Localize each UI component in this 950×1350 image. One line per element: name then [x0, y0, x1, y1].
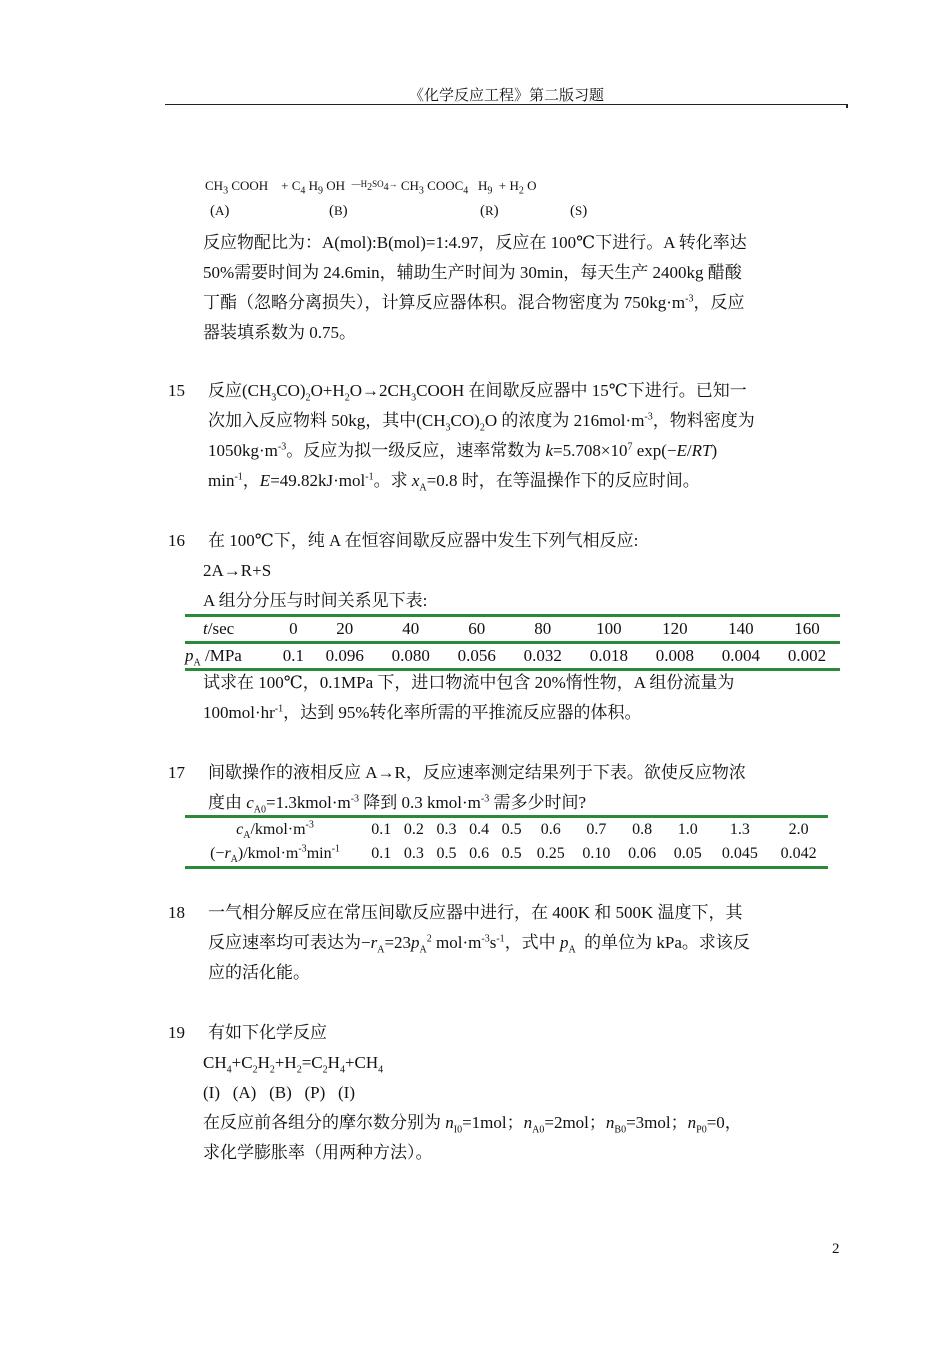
p16-number: 16: [168, 531, 185, 550]
p18-text: 一气相分解反应在常压间歇反应器中进行，在 400K 和 500K 温度下，其 反应速率均可表达为$-r_A=23p_A^2$ $mol\cdot m^{-3}s^{-1}$，式中 $p_A$ 的单位为 kPa。求该反 应的活化能。: [208, 903, 750, 982]
table-cell: 0.032: [510, 643, 576, 670]
p16-reaction: 2A→R+S: [203, 561, 272, 580]
table-cell: 0.5: [501, 845, 522, 862]
table-cell: 1.0: [677, 821, 698, 838]
table-cell: 0.25: [536, 845, 565, 862]
p14-text: 反应物配比为：A(mol):B(mol)=1:4.97，反应在 100℃下进行。A 转化率达 50%需要时间为 24.6min，辅助生产时间为 30min，每天生产 2400kg 醋酸 丁酯（忽略分离损失），计算反应器体积。混合物密度为 $750kg\cdot m^{-3}$，反应 器装填系数为 0.75。: [203, 233, 747, 342]
table-cell: 80: [534, 619, 552, 638]
table-cell: 0.002: [774, 643, 840, 670]
p17-number: 17: [168, 763, 185, 782]
table-cell: 0: [289, 619, 298, 638]
table-row: [185, 643, 840, 670]
p19-reaction: $CH_4+C_2H_2+H_2=C_2H_4+CH_4$: [203, 1053, 384, 1076]
table-row: [185, 842, 828, 868]
table-cell: 0.018: [576, 643, 642, 670]
p15-number: 15: [168, 381, 185, 400]
page-header: 《化学反应工程》第二版习题: [408, 88, 604, 104]
p16-line1: 在 100℃下，纯 A 在恒容间歇反应器中发生下列气相反应:: [208, 531, 639, 550]
table-cell: 0.10: [582, 845, 611, 862]
table-cell: 60: [468, 619, 486, 638]
table-cell: 0.045: [721, 845, 758, 862]
table-cell: 0.4: [469, 821, 490, 838]
table-cell: 0.6: [540, 821, 561, 838]
table-cell: 0.3: [403, 845, 424, 862]
table-cell: 0.5: [501, 821, 522, 838]
p16-table: [185, 614, 840, 671]
table-cell: 0.056: [444, 643, 510, 670]
p19-labels: (I) (A) (B) (P) (I): [203, 1083, 356, 1102]
p15-text: 反应$(CH_3CO)_2O+H_2O\to 2CH_3COOH$ 在间歇反应器中 15℃下进行。已知一 次加入反应物料 50kg，其中$(CH_3CO)_2O$ 的浓度为 $216mol\cdot m^{-3}$，物料密度为 $1050kg\cdot m^{-3}$。反应为拟一级反应，速率常数为 $k=5.708\times 10^7$ exp(−E/RT) $\min^{-1}$，E=49.82kJ·mol$^{-1}$。求 $x_A=0.8$ 时，在等温操作下的反应时间。: [208, 381, 755, 494]
table-cell: 140: [728, 619, 754, 638]
table-header: $c_A/kmol\cdot m^{-3}$: [236, 819, 314, 842]
table-cell: 0.008: [642, 643, 708, 670]
table-cell: 120: [662, 619, 688, 638]
table-cell: 40: [402, 619, 420, 638]
p19-text: 在反应前各组分的摩尔数分别为 $n_{I0}=1mol$；$n_{A0}=2mol$；$n_{B0}=3mol$；$n_{P0}=0$， 求化学膨胀率（用两种方法）。: [203, 1113, 742, 1162]
table-cell: 0.1: [371, 821, 392, 838]
p14-reaction: $CH_3$ COOH + $C_4$ $H_9$ OH $^{—H_2SO_4\to}$ $CH_3$ $COOC_4$ $H_9 + H_2$ O: [205, 178, 537, 197]
p19-line1: 有如下化学反应: [208, 1023, 327, 1042]
table-cell: 0.06: [628, 845, 657, 862]
table-header: t/sec: [203, 619, 235, 638]
p17-text: 间歇操作的液相反应 A→R，反应速率测定结果列于下表。欲使反应物浓 度由 $c_{A0}=1.3kmol\cdot m^{-3}$ 降到 0.3 $kmol\cdot m^{-3}$ 需多少时间?: [208, 763, 746, 816]
table-header: $p_A$ /MPa: [185, 643, 275, 670]
header-rule: [165, 104, 848, 105]
table-cell: 0.004: [708, 643, 774, 670]
table-row: [185, 616, 840, 643]
table-cell: 2.0: [788, 821, 809, 838]
table-cell: 0.1: [275, 643, 312, 670]
p19-number: 19: [168, 1023, 185, 1042]
page-number: 2: [832, 1241, 840, 1257]
table-cell: 160: [794, 619, 820, 638]
table-row: [185, 817, 828, 843]
table-cell: 0.05: [673, 845, 702, 862]
p18-number: 18: [168, 903, 185, 922]
table-cell: 20: [336, 619, 354, 638]
table-cell: 100: [596, 619, 622, 638]
table-cell: 0.3: [436, 821, 457, 838]
p16-line2: A 组分分压与时间关系见下表:: [203, 591, 428, 610]
table-cell: 0.042: [780, 845, 817, 862]
table-cell: 0.2: [403, 821, 424, 838]
table-cell: 0.5: [436, 845, 457, 862]
table-cell: 0.1: [371, 845, 392, 862]
table-cell: 0.7: [586, 821, 607, 838]
table-cell: 0.096: [312, 643, 378, 670]
table-cell: 1.3: [729, 821, 750, 838]
table-header: $(-r_A)/kmol\cdot m^{-3}\min^{-1}$: [210, 843, 340, 866]
p16-text2: 试求在 100℃，0.1MPa 下，进口物流中包含 20%惰性物，A 组份流量为 $100mol\cdot hr^{-1}$，达到 95%转化率所需的平推流反应器的体积。: [203, 673, 735, 722]
table-cell: 0.080: [378, 643, 444, 670]
table-cell: 0.8: [632, 821, 653, 838]
p17-table: [185, 815, 828, 869]
table-cell: 0.6: [469, 845, 490, 862]
